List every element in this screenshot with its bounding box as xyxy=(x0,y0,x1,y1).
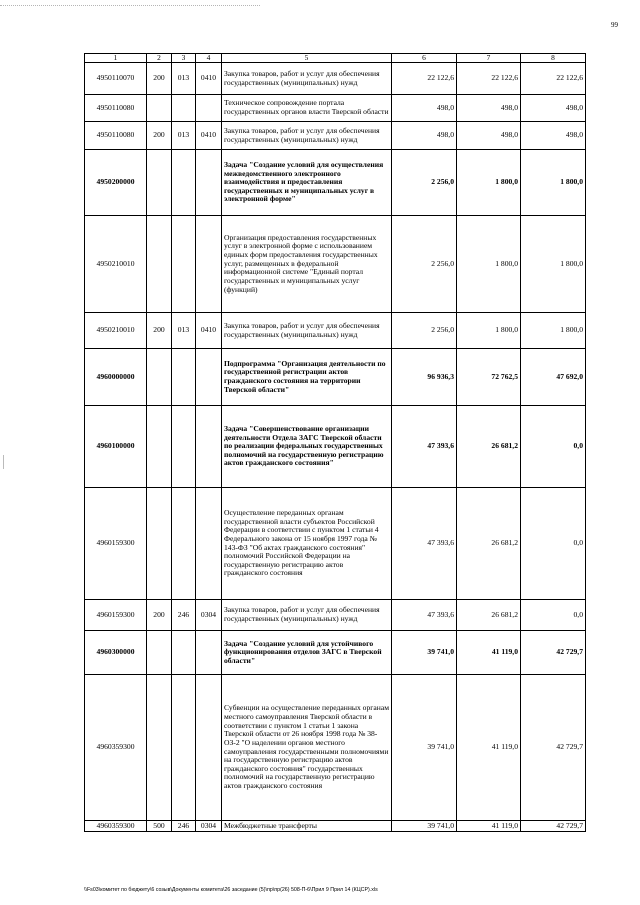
amount-year1-cell: 39 741,0 xyxy=(392,675,457,821)
kvr-code-cell xyxy=(147,150,172,216)
table-row xyxy=(85,406,586,488)
ved-code-cell xyxy=(172,631,196,675)
kcsr-code-cell: 4950110080 xyxy=(85,95,147,122)
amount-year3-cell: 42 729,7 xyxy=(521,631,586,675)
ved-code-cell xyxy=(172,488,196,600)
amount-year1-cell: 39 741,0 xyxy=(392,631,457,675)
amount-year1-cell: 47 393,6 xyxy=(392,600,457,631)
amount-year3-cell: 0,0 xyxy=(521,600,586,631)
description-cell: Закупка товаров, работ и услуг для обеспечения государственных (муниципальных) нужд xyxy=(222,600,392,631)
table-row xyxy=(85,488,586,600)
amount-year2-cell: 1 800,0 xyxy=(457,150,521,216)
rz-code-cell xyxy=(196,488,222,600)
rz-code-cell: 0410 xyxy=(196,313,222,349)
kcsr-code-cell: 4950110070 xyxy=(85,63,147,95)
kcsr-code-cell: 4960300000 xyxy=(85,631,147,675)
kcsr-code-cell: 4960000000 xyxy=(85,349,147,406)
table-header-row xyxy=(85,54,586,63)
amount-year1-cell: 22 122,6 xyxy=(392,63,457,95)
amount-year2-cell: 41 119,0 xyxy=(457,631,521,675)
table-row xyxy=(85,349,586,406)
rz-code-cell xyxy=(196,150,222,216)
kvr-code-cell xyxy=(147,95,172,122)
table-row xyxy=(85,675,586,821)
amount-year2-cell: 26 681,2 xyxy=(457,600,521,631)
rz-code-cell: 0410 xyxy=(196,122,222,150)
kvr-code-cell xyxy=(147,631,172,675)
scan-margin-mark xyxy=(3,455,6,469)
table-row xyxy=(85,95,586,122)
kvr-code-cell: 200 xyxy=(147,122,172,150)
page-number: 99 xyxy=(611,21,618,29)
amount-year1-cell: 498,0 xyxy=(392,122,457,150)
ved-code-cell xyxy=(172,95,196,122)
header-cell: 1 xyxy=(85,54,147,63)
amount-year2-cell: 1 800,0 xyxy=(457,216,521,313)
ved-code-cell xyxy=(172,406,196,488)
kvr-code-cell: 200 xyxy=(147,600,172,631)
amount-year1-cell: 2 256,0 xyxy=(392,216,457,313)
rz-code-cell xyxy=(196,216,222,313)
amount-year1-cell: 498,0 xyxy=(392,95,457,122)
amount-year1-cell: 39 741,0 xyxy=(392,821,457,832)
kcsr-code-cell: 4950200000 xyxy=(85,150,147,216)
table-row xyxy=(85,216,586,313)
rz-code-cell xyxy=(196,675,222,821)
kcsr-code-cell: 4960100000 xyxy=(85,406,147,488)
budget-table xyxy=(84,53,586,832)
kcsr-code-cell: 4950110080 xyxy=(85,122,147,150)
amount-year3-cell: 47 692,0 xyxy=(521,349,586,406)
table-row xyxy=(85,150,586,216)
amount-year2-cell: 26 681,2 xyxy=(457,406,521,488)
kcsr-code-cell: 4950210010 xyxy=(85,313,147,349)
description-cell: Техническое сопровождение портала государственных органов власти Тверской области xyxy=(222,95,392,122)
amount-year1-cell: 2 256,0 xyxy=(392,313,457,349)
amount-year2-cell: 26 681,2 xyxy=(457,488,521,600)
description-cell: Задача "Совершенствование организации деятельности Отдела ЗАГС Тверской области по реализации федеральных государственных полномочий на государственную регистрацию актов гражданского состояния" xyxy=(222,406,392,488)
description-cell: Закупка товаров, работ и услуг для обеспечения государственных (муниципальных) нужд xyxy=(222,63,392,95)
amount-year3-cell: 0,0 xyxy=(521,488,586,600)
amount-year3-cell: 1 800,0 xyxy=(521,313,586,349)
kcsr-code-cell: 4960359300 xyxy=(85,675,147,821)
rz-code-cell xyxy=(196,406,222,488)
ved-code-cell xyxy=(172,216,196,313)
header-cell: 7 xyxy=(457,54,521,63)
amount-year2-cell: 41 119,0 xyxy=(457,821,521,832)
kcsr-code-cell: 4950210010 xyxy=(85,216,147,313)
table-row xyxy=(85,122,586,150)
rz-code-cell xyxy=(196,95,222,122)
description-cell: Подпрограмма "Организация деятельности по государственной регистрации актов гражданского состояния на территории Тверской области" xyxy=(222,349,392,406)
rz-code-cell xyxy=(196,631,222,675)
table-row xyxy=(85,63,586,95)
header-cell: 4 xyxy=(196,54,222,63)
table-row xyxy=(85,600,586,631)
header-cell: 2 xyxy=(147,54,172,63)
amount-year2-cell: 498,0 xyxy=(457,95,521,122)
kvr-code-cell xyxy=(147,349,172,406)
kcsr-code-cell: 4960159300 xyxy=(85,600,147,631)
amount-year2-cell: 72 762,5 xyxy=(457,349,521,406)
ved-code-cell: 246 xyxy=(172,821,196,832)
kvr-code-cell xyxy=(147,216,172,313)
amount-year3-cell: 22 122,6 xyxy=(521,63,586,95)
description-cell: Организация предоставления государственных услуг в электронной форме с использованием единых форм предоставления государственных услуг, размещенных в федеральной информационной системе "Единый портал государственных и муниципальных услуг (функций) xyxy=(222,216,392,313)
rz-code-cell: 0304 xyxy=(196,600,222,631)
footer-file-path: \\Fs03\комитет по бюджету\6 созыв\Документы комитета\26 заседание (5)\пр\пр(26) 508-П-6\Прил 9 Прил 14 (КЦСР).xls xyxy=(84,887,378,893)
amount-year3-cell: 1 800,0 xyxy=(521,216,586,313)
kvr-code-cell: 500 xyxy=(147,821,172,832)
kcsr-code-cell: 4960359300 xyxy=(85,821,147,832)
amount-year2-cell: 41 119,0 xyxy=(457,675,521,821)
amount-year1-cell: 47 393,6 xyxy=(392,406,457,488)
header-cell: 5 xyxy=(222,54,392,63)
description-cell: Задача "Создание условий для осуществления межведомственного электронного взаимодействия и предоставления государственных и муниципальных услуг в электронной форме" xyxy=(222,150,392,216)
kvr-code-cell xyxy=(147,675,172,821)
kvr-code-cell xyxy=(147,406,172,488)
ved-code-cell xyxy=(172,349,196,406)
ved-code-cell: 013 xyxy=(172,122,196,150)
kcsr-code-cell: 4960159300 xyxy=(85,488,147,600)
header-cell: 6 xyxy=(392,54,457,63)
top-scan-rule xyxy=(0,5,260,6)
amount-year1-cell: 47 393,6 xyxy=(392,488,457,600)
amount-year2-cell: 22 122,6 xyxy=(457,63,521,95)
table-row xyxy=(85,313,586,349)
description-cell: Задача "Создание условий для устойчивого функционирования отделов ЗАГС в Тверской области" xyxy=(222,631,392,675)
amount-year3-cell: 42 729,7 xyxy=(521,821,586,832)
amount-year3-cell: 498,0 xyxy=(521,122,586,150)
rz-code-cell: 0304 xyxy=(196,821,222,832)
header-cell: 3 xyxy=(172,54,196,63)
amount-year2-cell: 498,0 xyxy=(457,122,521,150)
table-body xyxy=(85,63,586,832)
table-row xyxy=(85,631,586,675)
header-cell: 8 xyxy=(521,54,586,63)
amount-year2-cell: 1 800,0 xyxy=(457,313,521,349)
rz-code-cell xyxy=(196,349,222,406)
amount-year3-cell: 0,0 xyxy=(521,406,586,488)
kvr-code-cell xyxy=(147,488,172,600)
ved-code-cell xyxy=(172,675,196,821)
ved-code-cell: 013 xyxy=(172,313,196,349)
amount-year3-cell: 1 800,0 xyxy=(521,150,586,216)
amount-year1-cell: 96 936,3 xyxy=(392,349,457,406)
kvr-code-cell: 200 xyxy=(147,313,172,349)
kvr-code-cell: 200 xyxy=(147,63,172,95)
description-cell: Закупка товаров, работ и услуг для обеспечения государственных (муниципальных) нужд xyxy=(222,122,392,150)
ved-code-cell xyxy=(172,150,196,216)
table-row xyxy=(85,821,586,832)
amount-year1-cell: 2 256,0 xyxy=(392,150,457,216)
amount-year3-cell: 498,0 xyxy=(521,95,586,122)
ved-code-cell: 013 xyxy=(172,63,196,95)
description-cell: Субвенции на осуществление переданных органам местного самоуправления Тверской области в соответствии с пунктом 1 статьи 1 закона Тверской области от 26 ноября 1998 года № 38-ОЗ-2 "О наделении органов местного самоуправления государственными полномочиями на государственную регистрацию актов гражданского состояния" государственных полномочий на государственную регистрацию актов гражданского состояния xyxy=(222,675,392,821)
ved-code-cell: 246 xyxy=(172,600,196,631)
description-cell: Межбюджетные трансферты xyxy=(222,821,392,832)
description-cell: Закупка товаров, работ и услуг для обеспечения государственных (муниципальных) нужд xyxy=(222,313,392,349)
description-cell: Осуществление переданных органам государственной власти субъектов Российской Федерации в соответствии с пунктом 1 статьи 4 Федерального закона от 15 ноября 1997 года № 143-ФЗ "Об актах гражданского состояния" полномочий Российской Федерации на государственную регистрацию актов гражданского состояния xyxy=(222,488,392,600)
amount-year3-cell: 42 729,7 xyxy=(521,675,586,821)
rz-code-cell: 0410 xyxy=(196,63,222,95)
